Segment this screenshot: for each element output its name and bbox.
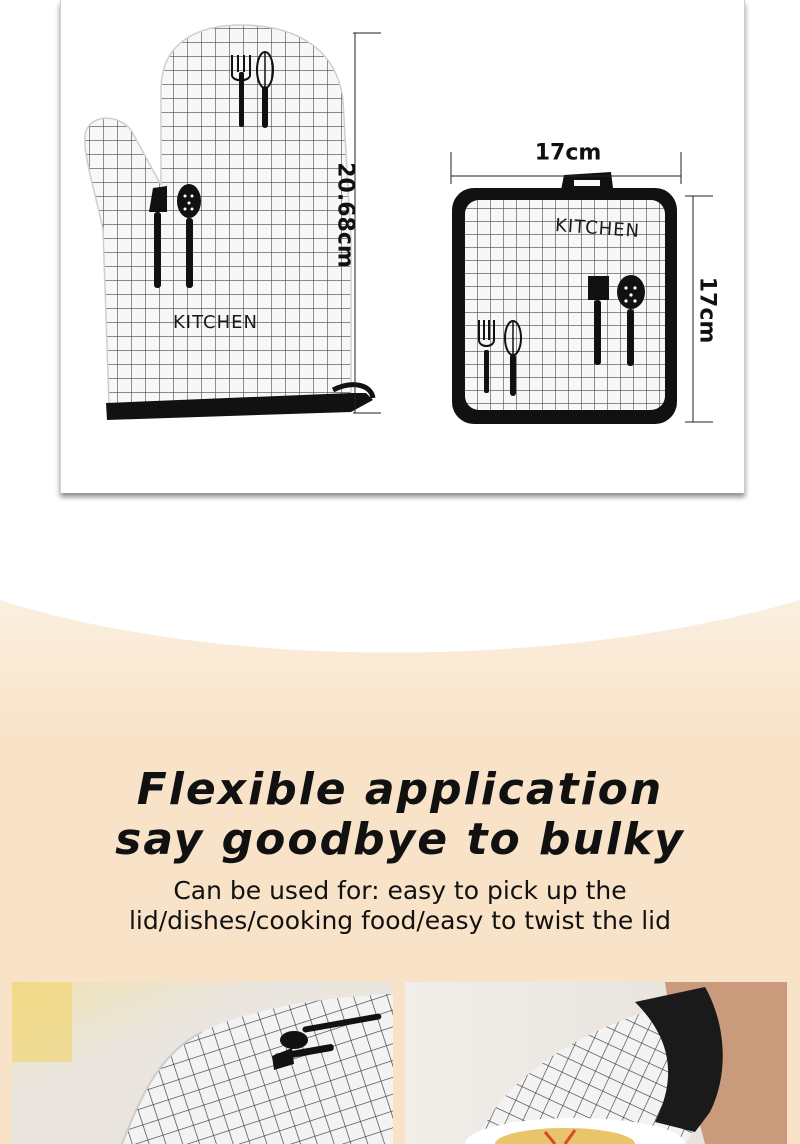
mitt-height-label: 20.68cm [332,162,358,268]
product-dimension-card [60,0,745,493]
oven-mitt [85,25,373,420]
usage-line-1: Can be used for: easy to pick up the [173,876,627,905]
pad-kitchen-print: KITCHEN [554,215,641,242]
headline [0,765,800,865]
usage-line-2: lid/dishes/cooking food/easy to twist the lid [128,906,672,935]
photo-mitt-in-use [12,982,393,1144]
mitt-kitchen-print: KITCHEN [173,312,258,333]
pot-holder [452,172,677,424]
pad-width-label: 17cm [534,140,602,166]
headline-line-2: say goodbye to bulky [115,814,685,865]
photo-pan-handling [405,982,787,1144]
headline-line-1: Flexible application [136,764,664,815]
product-illustration [61,0,744,493]
usage-description [0,876,800,936]
pad-height-label: 17cm [694,276,720,344]
